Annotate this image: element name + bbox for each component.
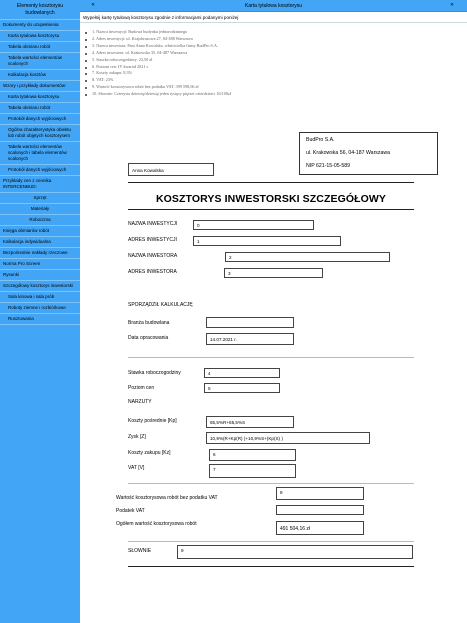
prev-page-button[interactable]: « xyxy=(91,2,95,8)
document-bottom-rule xyxy=(128,566,414,567)
data-opracowania-field[interactable]: 14.07.2021 r. xyxy=(206,333,294,345)
koszty-posrednie-label: Koszty pośrednie [Kp] xyxy=(128,418,177,424)
sidebar-nav xyxy=(0,0,80,623)
zysk-field[interactable]: 10,9%(R+Kp(R) )+10,9%S+(Kp(S) ) xyxy=(206,432,370,444)
company-box xyxy=(299,132,438,175)
poziom-cen-label: Poziom cen xyxy=(128,385,155,391)
info-list xyxy=(86,29,446,98)
koszty-posrednie-field[interactable]: 65,5%R+65,5%S xyxy=(206,416,294,428)
company-nip: NIP 621-15-05-589 xyxy=(306,163,351,169)
instruction-text: Wypełnij kartę tytułową kosztorysu zgodnie z informacjami podanymi poniżej xyxy=(83,15,239,20)
info-list-item xyxy=(86,77,446,84)
sidebar-item[interactable]: Ogólna charakterystyka obiektu lub robót objętych kosztorysem xyxy=(0,125,80,142)
sidebar-item[interactable]: Księga obmiarów robót xyxy=(0,226,80,237)
sidebar-item[interactable]: Rysunki xyxy=(0,270,80,281)
slownie-label: SŁOWNIE xyxy=(128,548,152,554)
sidebar-title: Elementy kosztorysu budowlanych xyxy=(0,0,80,20)
sidebar-item[interactable]: Szczegółowy kosztorys inwestorski xyxy=(0,281,80,292)
bullet-icon xyxy=(85,67,87,69)
bullet-icon xyxy=(85,39,87,41)
owner-name-field[interactable]: Anna Kowalska xyxy=(128,163,214,176)
narzuty-label: NARZUTY xyxy=(128,399,152,405)
section-divider-3 xyxy=(128,541,414,542)
adres-inwestycji-field[interactable]: 1 xyxy=(193,236,341,246)
info-list-item xyxy=(86,91,446,98)
sidebar-item[interactable]: Protokół danych wyjściowych xyxy=(0,114,80,125)
sidebar-item[interactable]: Sala kinowa i sala prób xyxy=(0,292,80,303)
podatek-vat-field[interactable] xyxy=(276,505,364,515)
info-list-item xyxy=(86,84,446,91)
sidebar-item[interactable]: Dokumenty do uzupełnienia xyxy=(0,20,80,31)
nazwa-inwestora-field[interactable]: 2 xyxy=(225,252,390,262)
stawka-label: Stawka roboczogodziny xyxy=(128,370,181,376)
vat-label: VAT [V] xyxy=(128,465,145,471)
vat-field[interactable]: 7 xyxy=(209,464,296,478)
section-divider xyxy=(128,357,414,358)
sidebar-item[interactable]: Tabela obmiaru robót xyxy=(0,103,80,114)
info-list-item xyxy=(86,57,446,64)
sidebar-item[interactable]: Bezpośrednie nakłady rzeczowe xyxy=(0,248,80,259)
info-list-item xyxy=(86,70,446,77)
branza-label: Branża budowlana xyxy=(128,320,170,326)
nazwa-inwestora-label: NAZWA INWESTORA xyxy=(128,253,178,259)
sidebar-item[interactable]: Wzory i przykłady dokumentów: xyxy=(0,81,80,92)
info-list-item xyxy=(86,36,446,43)
bullet-icon xyxy=(85,87,87,89)
ogolem-field[interactable]: 491 504,16 zł xyxy=(276,521,364,535)
bullet-icon xyxy=(85,53,87,55)
info-text: 7. Koszty zakupu: 8,3% xyxy=(92,70,133,76)
wartosc-bez-vat-label: Wartość kosztorysowa robót bez podatku VAT xyxy=(116,495,218,501)
bullet-icon xyxy=(85,80,87,82)
ogolem-label: Ogółem wartość kosztorysowa robót xyxy=(116,521,197,527)
section-divider-2 xyxy=(128,483,414,484)
page-tab-title: Karta tytułowa kosztorysu xyxy=(245,3,302,9)
title-bottom-rule xyxy=(128,209,414,210)
info-text: 1. Nazwa inwestycji: Budowa budynku jednorodzinnego xyxy=(92,29,188,34)
info-text: 2. Adres inwestycji: ul. Krajobrazowa 27, 04-388 Warszawa xyxy=(92,35,193,41)
info-text: 8. VAT: 23% xyxy=(92,77,114,83)
sidebar-item[interactable]: Tabela wartości elementów scalonych xyxy=(0,53,80,70)
sidebar-item[interactable]: Sprzęt xyxy=(0,193,80,204)
sidebar-item[interactable]: Rusztowania xyxy=(0,314,80,325)
sidebar-item[interactable]: Karta tytułowa kosztorysu xyxy=(0,31,80,42)
nazwa-inwestycji-field[interactable]: 0 xyxy=(193,220,314,230)
slownie-field[interactable]: 9 xyxy=(177,545,413,559)
sporzadzil-label: SPORZĄDZIŁ KALKULACJĘ xyxy=(128,302,193,308)
info-text: 10. Słownie: Czterysta dziewięćdziesiąt jeden tysięcy pięćset czterdzieści 16/100zł xyxy=(92,91,231,97)
sidebar-item[interactable]: Roboty ziemne i rozbiórkowe xyxy=(0,303,80,314)
title-top-rule xyxy=(128,182,414,183)
stawka-field[interactable]: 4 xyxy=(204,368,280,378)
next-page-button[interactable]: » xyxy=(450,2,454,8)
sidebar-item[interactable]: Tabela obmiaru robót xyxy=(0,42,80,53)
koszty-zakupu-field[interactable]: 6 xyxy=(209,449,296,461)
instruction-bar xyxy=(80,13,467,23)
nazwa-inwestycji-label: NAZWA INWESTYCJI xyxy=(128,221,178,227)
info-text: 9. Wartość kosztorysowa robót bez podatku VAT: 399 598,66 zł xyxy=(92,84,199,90)
sidebar-item[interactable]: Przykłady cen z cennika INTERCENBUD: xyxy=(0,176,80,193)
info-list-item xyxy=(86,29,446,36)
wartosc-bez-vat-field[interactable]: 8 xyxy=(276,487,364,500)
bullet-icon xyxy=(85,46,87,48)
info-text: 6. Poziom cen: IV kwartał 2021 r. xyxy=(92,63,149,69)
bullet-icon xyxy=(85,94,87,96)
adres-inwestycji-label: ADRES INWESTYCJI xyxy=(128,237,177,243)
sidebar-item[interactable]: Materiały xyxy=(0,204,80,215)
top-navigation-bar xyxy=(80,0,467,12)
info-list-item xyxy=(86,50,446,57)
poziom-cen-field[interactable]: 5 xyxy=(204,383,280,393)
info-text: 3. Nazwa inwestora: Pani Anna Kowalska, właścicielka firmy BudPro S.A. xyxy=(92,42,218,48)
koszty-zakupu-label: Koszty zakupu [Kz] xyxy=(128,450,171,456)
document-title: KOSZTORYS INWESTORSKI SZCZEGÓŁOWY xyxy=(155,193,387,205)
sidebar-item[interactable]: Norma Pro Screen xyxy=(0,259,80,270)
sidebar-item[interactable]: Kalkulacja indywidualna xyxy=(0,237,80,248)
zysk-label: Zysk [Z] xyxy=(128,434,146,440)
bullet-icon xyxy=(85,73,87,75)
data-opracowania-label: Data opracowania xyxy=(128,335,169,341)
company-address: ul. Krakowska 56, 04-187 Warszawa xyxy=(306,150,390,156)
sidebar-item[interactable]: Karta tytułowa kosztorysu xyxy=(0,92,80,103)
info-text: 5. Stawka roboczogodziny: 23,50 zł xyxy=(92,56,153,62)
info-text: 4. Adres inwestora: ul. Krakowska 35, 04-487 Warszawa xyxy=(92,49,188,55)
info-list-item xyxy=(86,43,446,50)
branza-field[interactable] xyxy=(206,317,294,328)
sidebar-item[interactable]: Tabela wartości elementów scalonych i tabela elementów scalonych xyxy=(0,142,80,165)
company-name: BudPro S.A. xyxy=(306,137,335,143)
sidebar-item[interactable]: Robocizna xyxy=(0,215,80,226)
sidebar-items xyxy=(0,20,80,325)
podatek-vat-label: Podatek VAT xyxy=(116,508,145,514)
adres-inwestora-label: ADRES INWESTORA xyxy=(128,269,177,275)
bullet-icon xyxy=(85,60,87,62)
bullet-icon xyxy=(85,32,87,34)
adres-inwestora-field[interactable]: 3 xyxy=(224,268,323,278)
sidebar-item[interactable]: Protokół danych wyjściowych xyxy=(0,165,80,176)
sidebar-item[interactable]: Kalkulacja kosztów xyxy=(0,70,80,81)
info-list-item xyxy=(86,64,446,71)
